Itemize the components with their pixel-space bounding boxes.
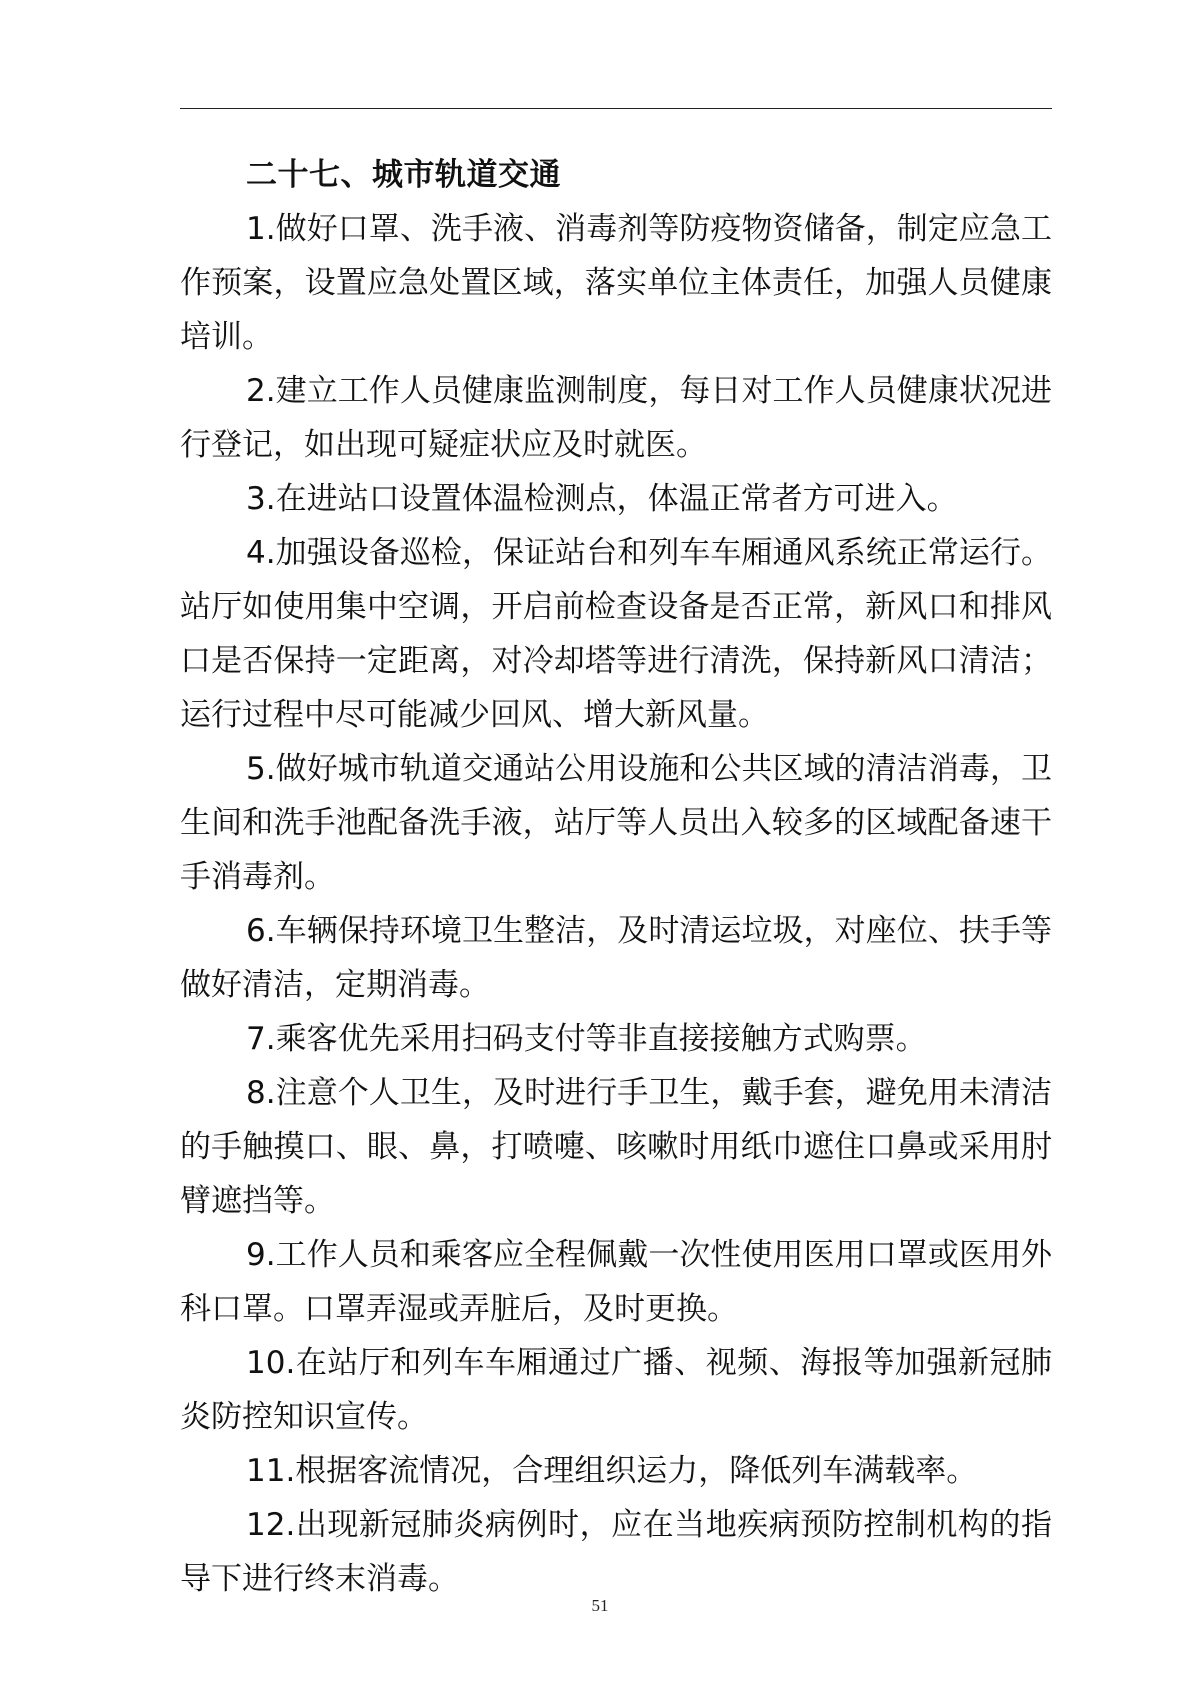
paragraph-5: 5.做好城市轨道交通站公用设施和公共区域的清洁消毒，卫生间和洗手池配备洗手液，站厅等人员出入较多的区域配备速干手消毒剂。 <box>180 751 1052 895</box>
document-body <box>180 148 1052 1606</box>
page-number: 51 <box>591 1596 609 1615</box>
paragraph-4: 4.加强设备巡检，保证站台和列车车厢通风系统正常运行。站厅如使用集中空调，开启前检查设备是否正常，新风口和排风口是否保持一定距离，对冷却塔等进行清洗，保持新风口清洁；运行过程中尽可能减少回风、增大新风量。 <box>180 535 1052 733</box>
header-rule <box>180 108 1052 109</box>
paragraph-7: 7.乘客优先采用扫码支付等非直接接触方式购票。 <box>246 1021 927 1057</box>
paragraph-10: 10.在站厅和列车车厢通过广播、视频、海报等加强新冠肺炎防控知识宣传。 <box>180 1345 1052 1435</box>
paragraph-6: 6.车辆保持环境卫生整洁，及时清运垃圾，对座位、扶手等做好清洁，定期消毒。 <box>180 913 1052 1003</box>
paragraph-1: 1.做好口罩、洗手液、消毒剂等防疫物资储备，制定应急工作预案，设置应急处置区域，落实单位主体责任，加强人员健康培训。 <box>180 211 1052 355</box>
paragraph-8: 8.注意个人卫生，及时进行手卫生，戴手套，避免用未清洁的手触摸口、眼、鼻，打喷嚏、咳嗽时用纸巾遮住口鼻或采用肘臂遮挡等。 <box>180 1075 1052 1219</box>
paragraph-11: 11.根据客流情况，合理组织运力，降低列车满载率。 <box>246 1453 978 1489</box>
paragraph-12: 12.出现新冠肺炎病例时，应在当地疾病预防控制机构的指导下进行终末消毒。 <box>180 1507 1052 1597</box>
paragraph-9: 9.工作人员和乘客应全程佩戴一次性使用医用口罩或医用外科口罩。口罩弄湿或弄脏后，及时更换。 <box>180 1237 1052 1327</box>
paragraph-3: 3.在进站口设置体温检测点，体温正常者方可进入。 <box>246 481 958 517</box>
paragraph-2: 2.建立工作人员健康监测制度，每日对工作人员健康状况进行登记，如出现可疑症状应及时就医。 <box>180 373 1052 463</box>
section-title: 二十七、城市轨道交通 <box>246 157 561 193</box>
